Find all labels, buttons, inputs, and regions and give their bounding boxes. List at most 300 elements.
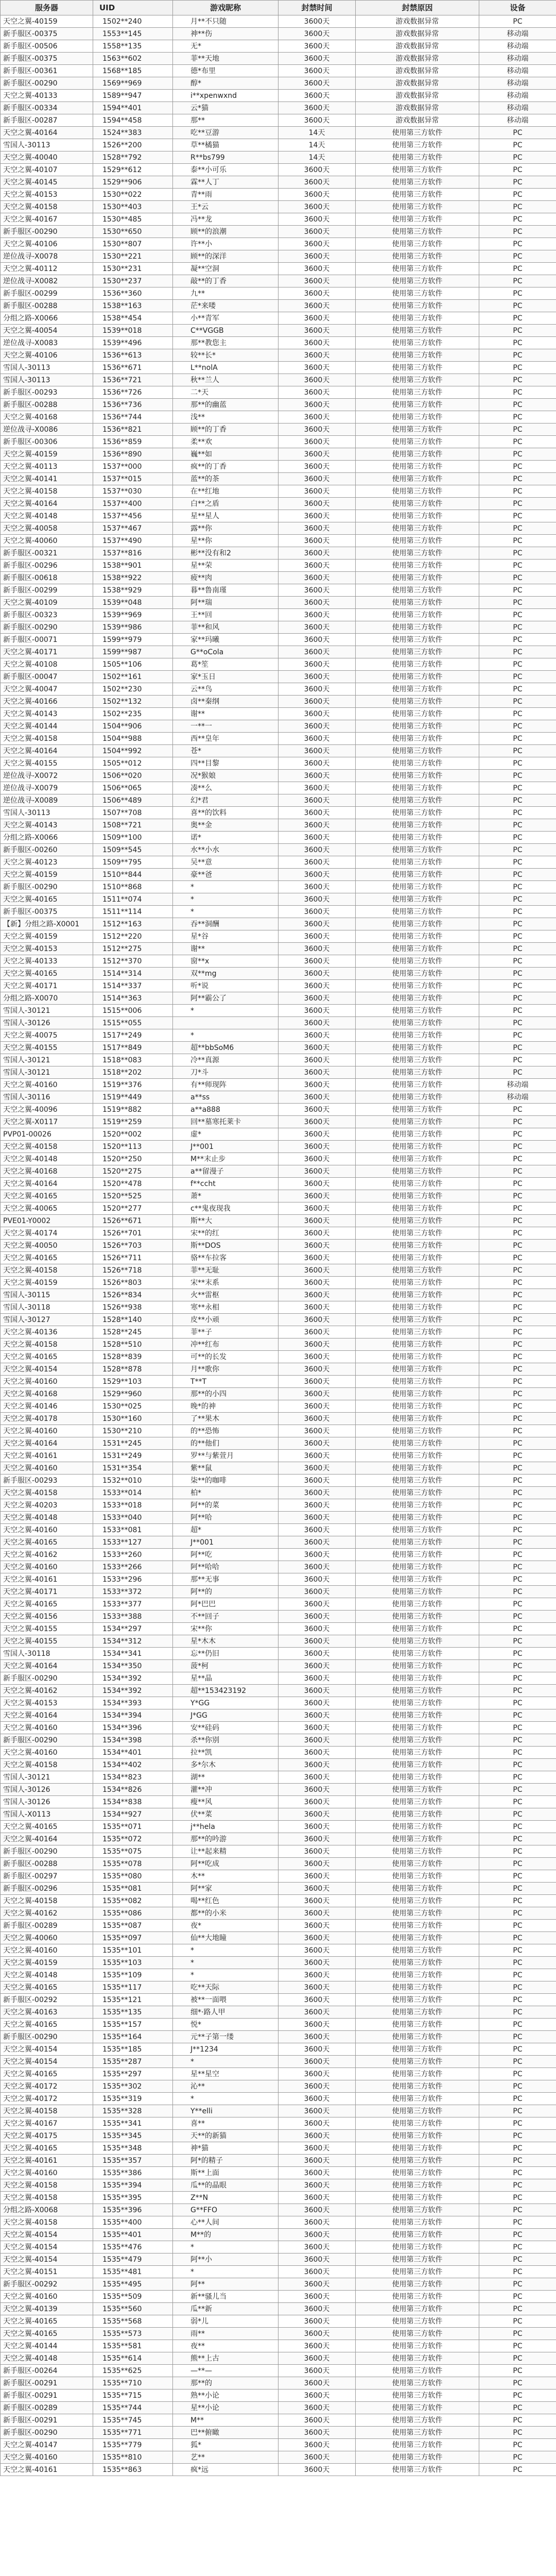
cell-uid: 1504**906 (93, 720, 173, 733)
cell-nickname: 诺* (173, 832, 279, 844)
table-row (1, 683, 556, 696)
cell-ban-reason: 使用第三方软件 (356, 1388, 479, 1400)
table-row (1, 213, 556, 226)
table-row (1, 2229, 556, 2241)
cell-ban-time: 3600天 (279, 1709, 356, 1722)
cell-ban-reason: 使用第三方软件 (356, 1128, 479, 1141)
cell-ban-reason: 使用第三方软件 (356, 386, 479, 399)
cell-server: 新手服区-00375 (1, 28, 93, 40)
table-row (1, 164, 556, 176)
cell-ban-time: 3600天 (279, 1437, 356, 1450)
cell-ban-time: 3600天 (279, 176, 356, 189)
cell-uid: 1535**715 (93, 2389, 173, 2402)
cell-ban-reason: 使用第三方软件 (356, 757, 479, 770)
cell-device: PC (479, 782, 556, 794)
cell-nickname: 多*尔木 (173, 1759, 279, 1771)
cell-server: 天空之翼-40172 (1, 2080, 93, 2093)
cell-server: 天空之翼-40160 (1, 1524, 93, 1536)
cell-server: 新手服区-00264 (1, 2365, 93, 2377)
table-row (1, 1413, 556, 1425)
cell-nickname: 神**伤 (173, 28, 279, 40)
cell-ban-time: 3600天 (279, 1920, 356, 1932)
cell-nickname: 杀**你别 (173, 1734, 279, 1747)
cell-server: 天空之翼-40106 (1, 238, 93, 250)
table-row (1, 1685, 556, 1697)
cell-device: PC (479, 2352, 556, 2365)
table-row (1, 2402, 556, 2414)
cell-ban-time: 3600天 (279, 102, 356, 114)
cell-ban-reason: 使用第三方软件 (356, 918, 479, 930)
cell-uid: 1535**401 (93, 2229, 173, 2241)
cell-server: 新手服区-00071 (1, 634, 93, 646)
cell-uid: 1530**022 (93, 189, 173, 201)
cell-device: PC (479, 881, 556, 893)
cell-uid: 1531**245 (93, 1437, 173, 1450)
cell-device: PC (479, 1338, 556, 1351)
cell-nickname: 阿**吃成 (173, 1858, 279, 1870)
cell-ban-time: 3600天 (279, 757, 356, 770)
cell-uid: 1535**568 (93, 2315, 173, 2328)
table-row (1, 139, 556, 151)
cell-ban-time: 3600天 (279, 535, 356, 547)
cell-uid: 1535**581 (93, 2340, 173, 2352)
cell-ban-time: 3600天 (279, 349, 356, 362)
cell-nickname: 敲**的丁香 (173, 275, 279, 287)
cell-server: 天空之翼-40164 (1, 1660, 93, 1672)
table-row (1, 968, 556, 980)
table-row (1, 906, 556, 918)
cell-ban-reason: 使用第三方软件 (356, 1425, 479, 1437)
cell-ban-time: 3600天 (279, 1512, 356, 1524)
cell-ban-time: 3600天 (279, 300, 356, 312)
table-row (1, 930, 556, 943)
cell-nickname: 湖** (173, 1771, 279, 1784)
cell-ban-time: 3600天 (279, 2253, 356, 2266)
cell-server: 天空之翼-40160 (1, 2167, 93, 2179)
cell-ban-time: 3600天 (279, 1128, 356, 1141)
cell-ban-time: 3600天 (279, 2414, 356, 2427)
cell-ban-reason: 使用第三方软件 (356, 1821, 479, 1833)
cell-ban-reason: 使用第三方软件 (356, 733, 479, 745)
cell-ban-time: 3600天 (279, 2142, 356, 2155)
cell-nickname: 骆**车拉客 (173, 1252, 279, 1264)
cell-uid: 1535**495 (93, 2278, 173, 2291)
table-row (1, 77, 556, 90)
table-row (1, 436, 556, 448)
cell-server: 逆位战寻-X0079 (1, 782, 93, 794)
cell-ban-reason: 使用第三方软件 (356, 1573, 479, 1586)
cell-ban-time: 3600天 (279, 275, 356, 287)
cell-nickname: 寒**永相 (173, 1301, 279, 1314)
cell-device: PC (479, 1635, 556, 1648)
cell-ban-time: 3600天 (279, 312, 356, 325)
cell-device: PC (479, 399, 556, 411)
cell-ban-reason: 使用第三方软件 (356, 535, 479, 547)
cell-ban-time: 3600天 (279, 1116, 356, 1128)
cell-device: PC (479, 411, 556, 423)
cell-ban-reason: 使用第三方软件 (356, 658, 479, 671)
cell-server: 天空之翼-40144 (1, 720, 93, 733)
cell-ban-reason: 使用第三方软件 (356, 1376, 479, 1388)
cell-nickname: 灌**冲 (173, 1784, 279, 1796)
cell-device: PC (479, 1895, 556, 1907)
cell-ban-time: 3600天 (279, 1153, 356, 1165)
table-row (1, 1227, 556, 1240)
table-row (1, 881, 556, 893)
cell-nickname: 暮**鲁南瑾 (173, 584, 279, 597)
cell-ban-reason: 使用第三方软件 (356, 2204, 479, 2216)
cell-device: PC (479, 226, 556, 238)
cell-ban-reason: 使用第三方软件 (356, 1017, 479, 1029)
table-row (1, 1252, 556, 1264)
table-row (1, 770, 556, 782)
cell-nickname: 卤**秦纲 (173, 696, 279, 708)
cell-nickname: 蓝**的茶 (173, 473, 279, 485)
cell-server: 天空之翼-40165 (1, 893, 93, 906)
cell-ban-time: 3600天 (279, 1598, 356, 1611)
cell-device: PC (479, 584, 556, 597)
cell-nickname: 醇* (173, 77, 279, 90)
table-row (1, 1907, 556, 1920)
cell-ban-time: 3600天 (279, 2031, 356, 2043)
cell-nickname: 凑**么 (173, 782, 279, 794)
cell-nickname: * (173, 1029, 279, 1042)
cell-uid: 1534**402 (93, 1759, 173, 1771)
cell-server: 天空之翼-40060 (1, 1932, 93, 1944)
cell-server: 天空之翼-40165 (1, 1536, 93, 1549)
cell-ban-time: 3600天 (279, 1487, 356, 1499)
cell-ban-reason: 使用第三方软件 (356, 2167, 479, 2179)
cell-device: PC (479, 955, 556, 968)
cell-device: PC (479, 1883, 556, 1895)
cell-nickname: Y**elli (173, 2105, 279, 2117)
cell-nickname: * (173, 2093, 279, 2105)
table-row (1, 2080, 556, 2093)
cell-ban-reason: 使用第三方软件 (356, 1969, 479, 1981)
cell-nickname: 木** (173, 1870, 279, 1883)
cell-uid: 1533**377 (93, 1598, 173, 1611)
table-row (1, 2167, 556, 2179)
cell-ban-time: 3600天 (279, 114, 356, 127)
cell-uid: 1530**237 (93, 275, 173, 287)
table-row (1, 1104, 556, 1116)
cell-device: PC (479, 386, 556, 399)
cell-server: 天空之翼-40158 (1, 2192, 93, 2204)
cell-ban-time: 3600天 (279, 2451, 356, 2464)
cell-uid: 1535**481 (93, 2266, 173, 2278)
cell-ban-reason: 使用第三方软件 (356, 250, 479, 263)
cell-nickname: 许**小 (173, 238, 279, 250)
cell-uid: 1530**231 (93, 263, 173, 275)
cell-ban-time: 3600天 (279, 597, 356, 609)
cell-device: PC (479, 992, 556, 1005)
cell-ban-time: 3600天 (279, 1586, 356, 1598)
table-row (1, 1388, 556, 1400)
cell-device: PC (479, 1264, 556, 1277)
cell-ban-reason: 使用第三方软件 (356, 2377, 479, 2389)
cell-uid: 1511**074 (93, 893, 173, 906)
cell-ban-reason: 使用第三方软件 (356, 708, 479, 720)
table-row (1, 510, 556, 522)
cell-server: 天空之翼-40164 (1, 1178, 93, 1190)
cell-uid: 1502**132 (93, 696, 173, 708)
table-row (1, 1128, 556, 1141)
cell-nickname: * (173, 1005, 279, 1017)
cell-nickname: 柔**欢 (173, 436, 279, 448)
cell-device: PC (479, 1722, 556, 1734)
cell-server: 新手服区-00290 (1, 621, 93, 634)
table-row (1, 2043, 556, 2056)
cell-nickname: 瓜**的晶眼 (173, 2179, 279, 2192)
cell-device: PC (479, 980, 556, 992)
cell-nickname: 吞**洞酬 (173, 918, 279, 930)
cell-nickname: 顾**的深洋 (173, 250, 279, 263)
cell-ban-reason: 使用第三方软件 (356, 1116, 479, 1128)
cell-ban-reason: 使用第三方软件 (356, 2328, 479, 2340)
cell-ban-reason: 使用第三方软件 (356, 683, 479, 696)
cell-ban-reason: 使用第三方软件 (356, 263, 479, 275)
cell-nickname: 瘦**风 (173, 1796, 279, 1808)
table-row (1, 448, 556, 461)
table-row (1, 15, 556, 28)
cell-server: 天空之翼-40159 (1, 869, 93, 881)
table-row (1, 646, 556, 658)
cell-nickname: 谢** (173, 708, 279, 720)
cell-ban-reason: 使用第三方软件 (356, 1227, 479, 1240)
cell-ban-reason: 使用第三方软件 (356, 2352, 479, 2365)
cell-device: PC (479, 1289, 556, 1301)
cell-server: 天空之翼-40159 (1, 930, 93, 943)
cell-ban-reason: 使用第三方软件 (356, 1981, 479, 1994)
cell-server: 雪国人-30126 (1, 1017, 93, 1029)
cell-uid: 1512**163 (93, 918, 173, 930)
cell-device: PC (479, 1821, 556, 1833)
table-row (1, 2352, 556, 2365)
cell-ban-time: 3600天 (279, 1845, 356, 1858)
cell-server: 天空之翼-40139 (1, 2303, 93, 2315)
table-row (1, 1153, 556, 1165)
cell-nickname: 心**人间 (173, 2216, 279, 2229)
cell-ban-reason: 使用第三方软件 (356, 992, 479, 1005)
cell-device: PC (479, 1363, 556, 1376)
cell-uid: 1520**250 (93, 1153, 173, 1165)
cell-ban-time: 3600天 (279, 943, 356, 955)
table-row (1, 90, 556, 102)
cell-server: 雪国人-30118 (1, 1301, 93, 1314)
cell-server: 天空之翼-X0117 (1, 1116, 93, 1128)
cell-nickname: 伏**菜 (173, 1808, 279, 1821)
cell-uid: 1533**388 (93, 1611, 173, 1623)
cell-ban-time: 3600天 (279, 386, 356, 399)
cell-device: 移动端 (479, 114, 556, 127)
cell-server: 新手服区-00289 (1, 2402, 93, 2414)
cell-nickname: M**的 (173, 2229, 279, 2241)
cell-server: 新手服区-00296 (1, 560, 93, 572)
cell-uid: 1539**986 (93, 621, 173, 634)
cell-nickname: J*GG (173, 1709, 279, 1722)
cell-ban-reason: 使用第三方软件 (356, 1611, 479, 1623)
cell-ban-reason: 使用第三方软件 (356, 794, 479, 807)
table-row (1, 658, 556, 671)
cell-device: PC (479, 572, 556, 584)
table-row (1, 1524, 556, 1536)
cell-uid: 1515**006 (93, 1005, 173, 1017)
cell-server: 新手服区-00047 (1, 671, 93, 683)
cell-ban-reason: 使用第三方软件 (356, 1202, 479, 1215)
cell-nickname: 星*谷 (173, 930, 279, 943)
cell-server: 天空之翼-40148 (1, 1969, 93, 1981)
cell-ban-reason: 使用第三方软件 (356, 1141, 479, 1153)
cell-ban-reason: 使用第三方软件 (356, 275, 479, 287)
cell-ban-time: 3600天 (279, 955, 356, 968)
cell-ban-time: 3600天 (279, 436, 356, 448)
cell-ban-reason: 使用第三方软件 (356, 2142, 479, 2155)
cell-ban-reason: 使用第三方软件 (356, 1252, 479, 1264)
cell-uid: 1535**509 (93, 2291, 173, 2303)
cell-nickname: 斯**大 (173, 1215, 279, 1227)
table-row (1, 2427, 556, 2439)
cell-device: PC (479, 275, 556, 287)
cell-ban-reason: 使用第三方软件 (356, 547, 479, 560)
table-row (1, 2451, 556, 2464)
cell-uid: 1535**121 (93, 1994, 173, 2006)
cell-server: 天空之翼-40161 (1, 2464, 93, 2476)
table-row (1, 1883, 556, 1895)
cell-nickname: 神*猫 (173, 2142, 279, 2155)
cell-nickname: 超* (173, 1524, 279, 1536)
cell-ban-time: 3600天 (279, 807, 356, 819)
cell-nickname: 瓜**新 (173, 2303, 279, 2315)
cell-server: 天空之翼-40159 (1, 1277, 93, 1289)
cell-uid: 1528**792 (93, 151, 173, 164)
cell-server: 雪国人-30115 (1, 1289, 93, 1301)
cell-uid: 1535**771 (93, 2427, 173, 2439)
cell-ban-reason: 使用第三方软件 (356, 2155, 479, 2167)
cell-nickname: M** (173, 2414, 279, 2427)
cell-nickname: 新**骚儿当 (173, 2291, 279, 2303)
cell-nickname: 那**的小四 (173, 1388, 279, 1400)
cell-uid: 1528**245 (93, 1326, 173, 1338)
cell-nickname: 泰**小可乐 (173, 164, 279, 176)
table-row (1, 1376, 556, 1388)
table-row (1, 2253, 556, 2266)
cell-device: PC (479, 733, 556, 745)
cell-nickname: C**VGGB (173, 325, 279, 337)
header-device: 设备 (479, 1, 556, 15)
cell-uid: 1538**454 (93, 312, 173, 325)
cell-ban-reason: 使用第三方软件 (356, 1598, 479, 1611)
cell-device: PC (479, 436, 556, 448)
cell-ban-reason: 使用第三方软件 (356, 560, 479, 572)
cell-uid: 1533**081 (93, 1524, 173, 1536)
table-row (1, 461, 556, 473)
cell-uid: 1528**510 (93, 1338, 173, 1351)
cell-device: PC (479, 856, 556, 869)
cell-ban-time: 3600天 (279, 1388, 356, 1400)
header-nickname: 游戏昵称 (173, 1, 279, 15)
cell-ban-time: 3600天 (279, 362, 356, 374)
cell-device: PC (479, 597, 556, 609)
cell-server: 天空之翼-40158 (1, 1895, 93, 1907)
cell-server: 天空之翼-40165 (1, 1252, 93, 1264)
cell-device: PC (479, 634, 556, 646)
cell-nickname: 顾**的浪潮 (173, 226, 279, 238)
table-row (1, 2117, 556, 2130)
cell-ban-time: 3600天 (279, 423, 356, 436)
cell-device: PC (479, 2068, 556, 2080)
cell-ban-time: 3600天 (279, 1907, 356, 1920)
table-row (1, 2278, 556, 2291)
cell-ban-time: 3600天 (279, 2093, 356, 2105)
table-row (1, 151, 556, 164)
cell-nickname: Z**N (173, 2192, 279, 2204)
cell-server: 雪国人-30126 (1, 1796, 93, 1808)
cell-ban-reason: 使用第三方软件 (356, 572, 479, 584)
cell-ban-time: 3600天 (279, 708, 356, 720)
cell-ban-time: 3600天 (279, 1400, 356, 1413)
cell-uid: 1538**929 (93, 584, 173, 597)
cell-ban-reason: 使用第三方软件 (356, 1870, 479, 1883)
cell-device: PC (479, 1561, 556, 1573)
cell-nickname: 沁** (173, 2080, 279, 2093)
cell-device: PC (479, 151, 556, 164)
cell-server: 天空之翼-40050 (1, 1240, 93, 1252)
cell-nickname: 菲**和风 (173, 621, 279, 634)
cell-ban-time: 3600天 (279, 980, 356, 992)
cell-ban-time: 3600天 (279, 1264, 356, 1277)
table-row (1, 1450, 556, 1462)
cell-uid: 1535**086 (93, 1907, 173, 1920)
cell-ban-time: 3600天 (279, 968, 356, 980)
cell-device: PC (479, 1351, 556, 1363)
cell-device: PC (479, 1376, 556, 1388)
cell-nickname: 听*说 (173, 980, 279, 992)
cell-ban-time: 3600天 (279, 1549, 356, 1561)
cell-server: 新手服区-00290 (1, 226, 93, 238)
header-ban-reason: 封禁原因 (356, 1, 479, 15)
cell-device: PC (479, 2328, 556, 2340)
cell-uid: 1512**370 (93, 955, 173, 968)
cell-ban-time: 3600天 (279, 906, 356, 918)
table-row (1, 1314, 556, 1326)
cell-ban-time: 3600天 (279, 1821, 356, 1833)
cell-server: 天空之翼-40165 (1, 2142, 93, 2155)
table-row (1, 1091, 556, 1104)
cell-device: PC (479, 1858, 556, 1870)
cell-ban-time: 3600天 (279, 485, 356, 498)
cell-server: 天空之翼-40158 (1, 2105, 93, 2117)
cell-ban-time: 14天 (279, 127, 356, 139)
cell-device: PC (479, 238, 556, 250)
cell-server: 天空之翼-40160 (1, 1722, 93, 1734)
cell-ban-time: 3600天 (279, 1289, 356, 1301)
cell-uid: 1520**525 (93, 1190, 173, 1202)
cell-ban-reason: 使用第三方软件 (356, 1066, 479, 1079)
cell-ban-reason: 使用第三方软件 (356, 1586, 479, 1598)
cell-uid: 1535**075 (93, 1845, 173, 1858)
cell-uid: 1534**392 (93, 1685, 173, 1697)
cell-device: PC (479, 1400, 556, 1413)
cell-ban-time: 3600天 (279, 1462, 356, 1475)
cell-ban-time: 3600天 (279, 2006, 356, 2019)
cell-ban-time: 3600天 (279, 2464, 356, 2476)
cell-ban-reason: 使用第三方软件 (356, 1487, 479, 1499)
cell-ban-time: 3600天 (279, 40, 356, 53)
cell-server: 新手服区-00290 (1, 1734, 93, 1747)
cell-server: 新手服区-00334 (1, 102, 93, 114)
cell-ban-time: 3600天 (279, 1895, 356, 1907)
cell-server: PVP01-00026 (1, 1128, 93, 1141)
